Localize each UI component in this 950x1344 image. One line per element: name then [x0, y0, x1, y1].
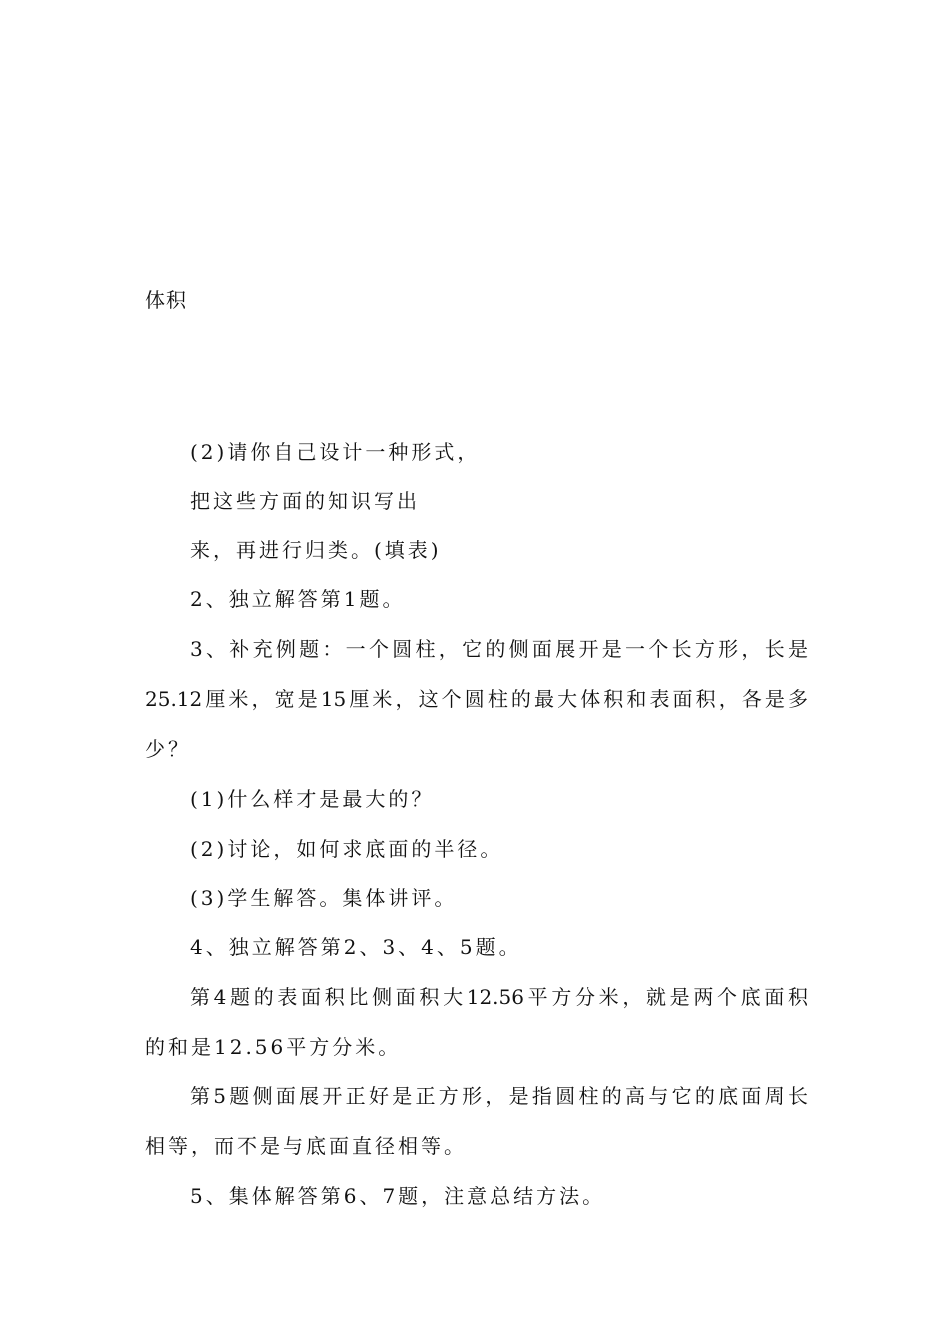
- text-line: (2)讨论，如何求底面的半径。: [190, 837, 504, 861]
- text-line: 第4题的表面积比侧面积大12.56平方分米，就是两个底面积: [190, 985, 808, 1009]
- section-heading: 体积: [145, 288, 187, 312]
- text-line: (1)什么样才是最大的？: [190, 787, 435, 811]
- text-line: 的和是12.56平方分米。: [145, 1035, 402, 1059]
- text-line: (3)学生解答。集体讲评。: [190, 886, 458, 910]
- text-line: (2)请你自己设计一种形式，: [190, 440, 481, 464]
- text-line: 来，再进行归类。(填表): [190, 538, 442, 562]
- text-line: 4、独立解答第2、3、4、5题。: [190, 935, 522, 959]
- text-line: 少？: [145, 737, 191, 761]
- text-line: 5、集体解答第6、7题，注意总结方法。: [190, 1184, 606, 1208]
- text-line: 第5题侧面展开正好是正方形，是指圆柱的高与它的底面周长: [190, 1084, 808, 1108]
- text-line: 相等，而不是与底面直径相等。: [145, 1134, 467, 1158]
- text-line: 2、独立解答第1题。: [190, 587, 406, 611]
- text-line: 25.12厘米，宽是15厘米，这个圆柱的最大体积和表面积，各是多: [145, 687, 808, 711]
- text-line: 把这些方面的知识写出: [190, 489, 420, 513]
- text-line: 3、补充例题：一个圆柱，它的侧面展开是一个长方形，长是: [190, 637, 808, 661]
